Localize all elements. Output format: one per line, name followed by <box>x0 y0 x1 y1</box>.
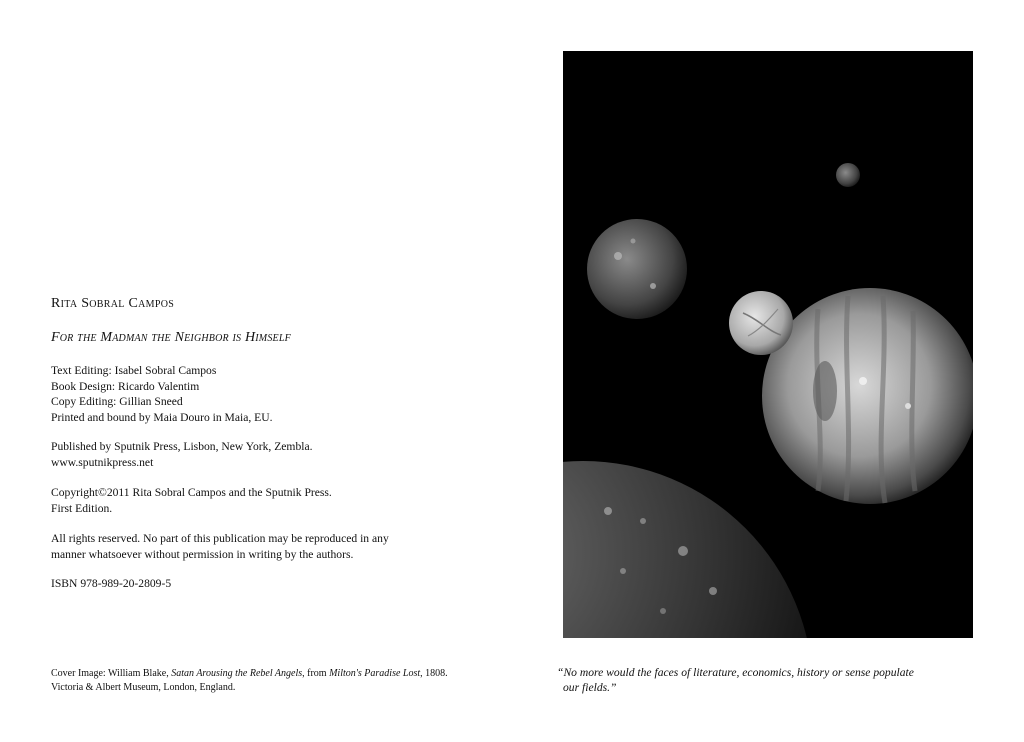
epigraph-quote <box>557 665 914 695</box>
credit-line: Copy Editing: Gillian Sneed <box>51 395 183 408</box>
credits-block <box>51 363 273 425</box>
europa-moon <box>729 291 793 355</box>
credit-line: Printed and bound by Maia Douro in Maia, EU. <box>51 410 273 424</box>
rights-block <box>51 531 389 562</box>
rights-line: All rights reserved. No part of this publication may be reproduced in any <box>51 532 389 545</box>
author-name: Rita Sobral Campos <box>51 296 175 311</box>
publisher-block <box>51 439 313 470</box>
caption-prefix: Cover Image: William Blake, <box>51 668 172 679</box>
quote-line: our fields.” <box>563 681 617 694</box>
small-moon <box>836 163 860 187</box>
edition-line: First Edition. <box>51 501 113 515</box>
jupiter-planet <box>762 288 973 504</box>
planets-illustration <box>563 51 973 638</box>
copyright-block <box>51 485 332 516</box>
book-title: For the Madman the Neighbor is Himself <box>51 330 291 345</box>
caption-museum: Victoria & Albert Museum, London, England. <box>51 682 236 693</box>
publisher-url: www.sputnikpress.net <box>51 455 154 469</box>
caption-mid: , from <box>302 668 330 679</box>
caption-work-title: Satan Arousing the Rebel Angels <box>171 668 303 679</box>
copyright-line: Copyright©2011 Rita Sobral Campos and the Sputnik Press. <box>51 486 332 499</box>
caption-suffix: , 1808. <box>420 668 448 679</box>
quote-line: “No more would the faces of literature, economics, history or sense populate <box>557 666 914 679</box>
publisher-line: Published by Sputnik Press, Lisbon, New York, Zembla. <box>51 440 313 453</box>
io-moon <box>587 219 687 319</box>
isbn: ISBN 978-989-20-2809-5 <box>51 577 172 590</box>
credit-line: Book Design: Ricardo Valentim <box>51 379 200 393</box>
caption-book-title: Milton's Paradise Lost <box>329 668 421 679</box>
cover-image-caption <box>51 667 448 695</box>
rights-line: manner whatsoever without permission in writing by the authors. <box>51 547 354 561</box>
cover-image <box>563 51 973 638</box>
credit-line: Text Editing: Isabel Sobral Campos <box>51 364 217 377</box>
